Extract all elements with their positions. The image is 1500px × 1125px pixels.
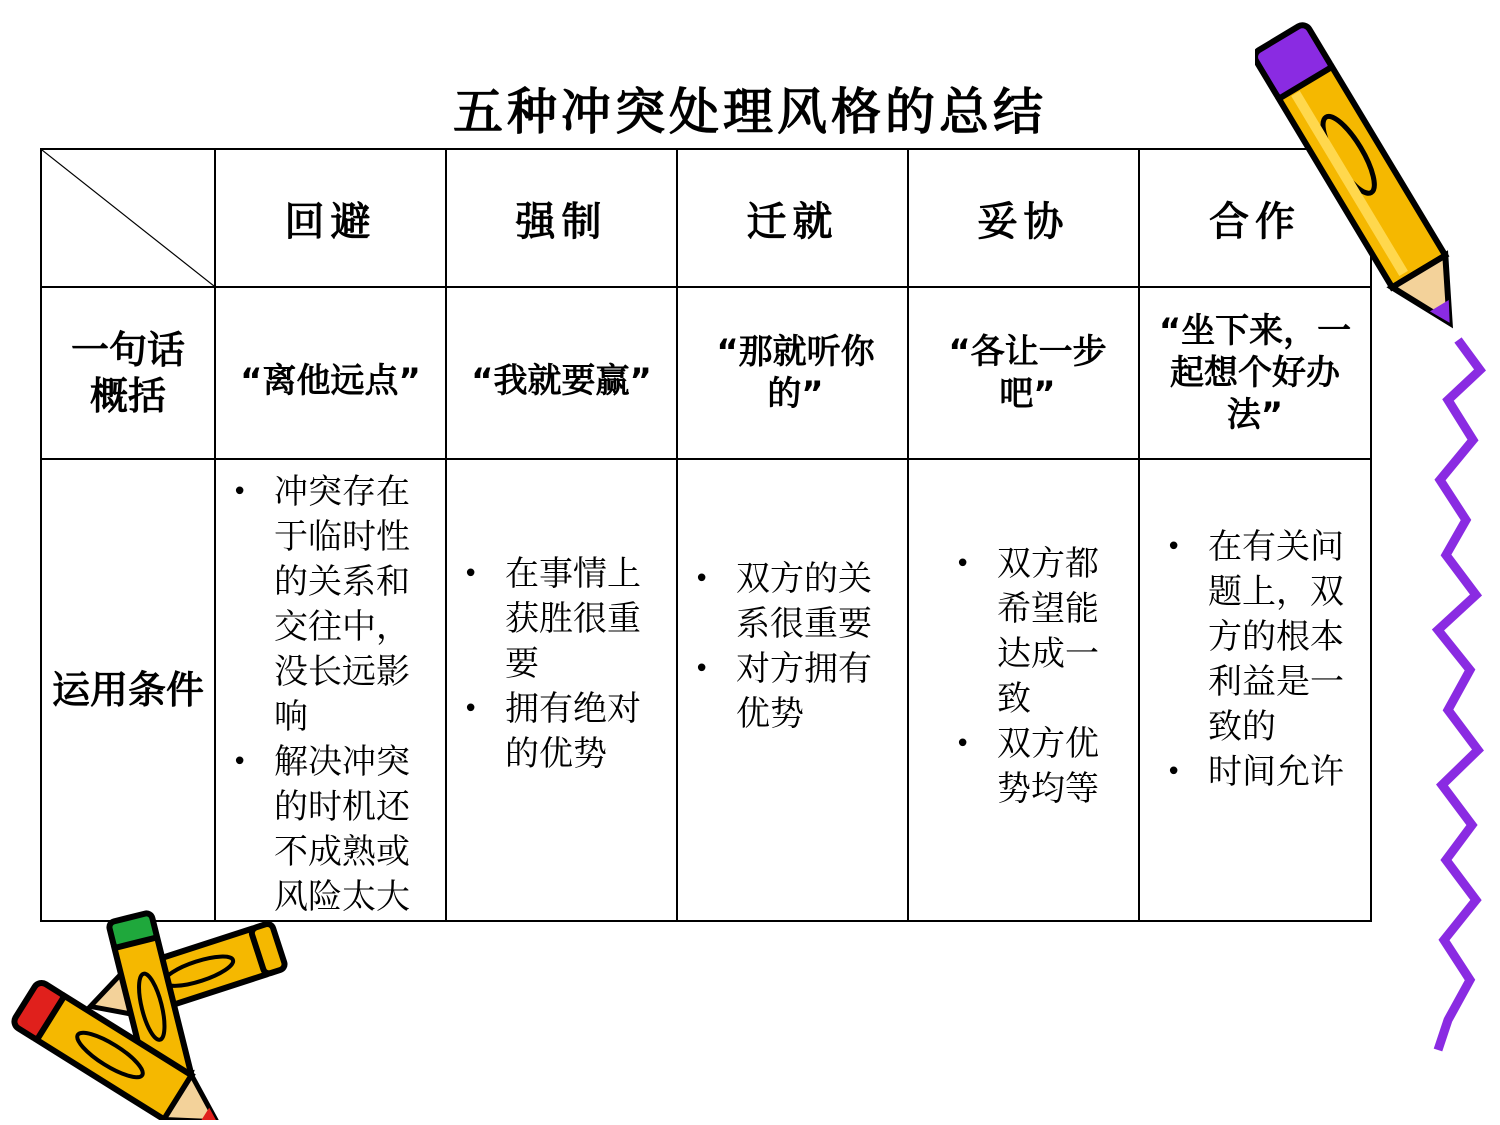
row-label-summary-text: 一句话 概括 — [70, 328, 185, 418]
condition-item: • 双方的关系很重要 — [678, 557, 901, 647]
style-header-avoid: 回避 — [215, 149, 446, 287]
style-header-accommodate: 迁就 — [677, 149, 908, 287]
quote-cell: “那就听你的” — [677, 287, 908, 459]
conditions-list — [447, 552, 676, 777]
condition-item: • 拥有绝对的优势 — [447, 687, 670, 777]
conditions-list — [909, 542, 1138, 812]
conditions-cell-force — [446, 459, 677, 921]
conditions-list — [1140, 525, 1370, 795]
condition-item: • 在有关问题上，双方的根本利益是一致的 — [1150, 525, 1364, 750]
row-label-conditions: 运用条件 — [41, 459, 215, 921]
crossed-pencils-icon — [0, 905, 300, 1120]
condition-item: • 双方优势均等 — [939, 722, 1118, 812]
style-header-force: 强制 — [446, 149, 677, 287]
condition-item: • 时间允许 — [1150, 750, 1364, 795]
row-label-summary — [41, 287, 215, 459]
conditions-cell-compromise — [908, 459, 1139, 921]
conditions-list — [216, 460, 445, 920]
quote-cell: “我就要赢” — [446, 287, 677, 459]
quote-cell: “各让一步吧” — [908, 287, 1139, 459]
conditions-cell-accommodate — [677, 459, 908, 921]
condition-item: • 冲突存在于临时性的关系和交往中，没长远影响 — [216, 470, 439, 740]
conditions-cell-collaborate — [1139, 459, 1371, 921]
summary-row — [41, 287, 1371, 459]
diagonal-line — [42, 150, 214, 286]
corner-cell — [41, 149, 215, 287]
style-header-compromise: 妥协 — [908, 149, 1139, 287]
condition-item: • 解决冲突的时机还不成熟或风险太大 — [216, 740, 439, 920]
condition-item: • 在事情上获胜很重要 — [447, 552, 670, 687]
style-header-collaborate: 合作 — [1139, 149, 1371, 287]
header-row — [41, 149, 1371, 287]
quote-cell: “坐下来，一起想个好办法” — [1139, 287, 1371, 459]
squiggle-decoration — [1418, 330, 1490, 1060]
summary-table — [40, 148, 1372, 922]
conditions-cell-avoid — [215, 459, 446, 921]
condition-item: • 双方都希望能达成一致 — [939, 542, 1118, 722]
page-title: 五种冲突处理风格的总结 — [453, 83, 1047, 141]
quote-cell: “离他远点” — [215, 287, 446, 459]
conditions-row — [41, 459, 1371, 921]
pencil-icon — [1255, 0, 1470, 360]
conditions-list — [678, 557, 907, 737]
condition-item: • 对方拥有优势 — [678, 647, 901, 737]
